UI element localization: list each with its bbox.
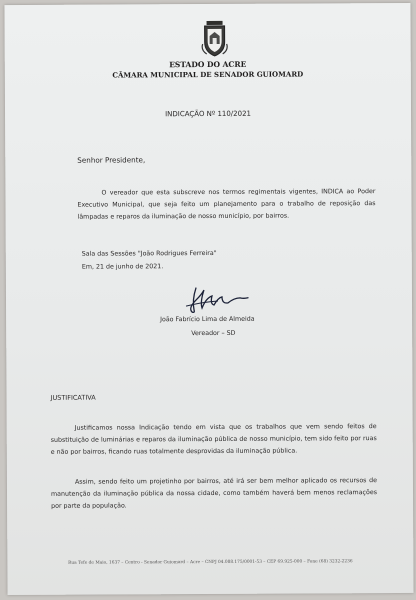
state-title: ESTADO DO ACRE (169, 59, 247, 70)
justification-paragraph-2-text: Assim, sendo feito um projetinho por bairros, até irá ser bem melhor aplicado os recursos de manutenção da iluminação pública da nossa cidade, como também haverá bem menos reclamações por parte da população. (51, 477, 378, 511)
coat-of-arms-seal (201, 20, 229, 58)
chamber-title: CÂMARA MUNICIPAL DE SENADOR GUIOMARD (112, 69, 304, 80)
justification-paragraph-1-text: Justificamos nossa Indicação tendo em vista que os trabalhos que vem sendo feitos de substituição de luminárias e reparos da iluminação pública de nosso município, tem sido feito por ruas e não por bairros, ficando ruas totalmente desprovidas da iluminação pública. (50, 423, 377, 457)
signatory-name: João Fabrício Lima de Almeida (160, 315, 255, 324)
signatory-role: Vereador – SD (191, 329, 236, 338)
footer-address: Rua Tefe de Maio, 1637 – Centro - Senador Guiomard – Acre – CNPJ 04.088.175/0001-53 – CEP 69.925-000 – Fone (68) 3232-2236 (68, 559, 353, 566)
indication-number: INDICAÇÃO Nº 110/2021 (165, 109, 251, 119)
salutation: Senhor Presidente, (77, 155, 146, 165)
indication-paragraph-text: O vereador que esta subscreve nos termos regimentais vigentes, INDICA ao Poder Executivo Municipal, que seja feito um planejamento para o trabalho de reposição das lâmpadas e reparos da iluminação de nosso município, por bairros. (77, 188, 376, 222)
document-page (4, 3, 413, 595)
indication-paragraph (77, 186, 375, 224)
document-date: Em, 21 de junho de 2021. (81, 263, 164, 271)
justification-paragraph-1 (51, 421, 377, 459)
justification-paragraph-2 (51, 475, 377, 513)
justification-heading: JUSTIFICATIVA (50, 393, 96, 402)
session-room: Sala das Sessões "João Rodrigues Ferreira" (81, 249, 217, 258)
handwritten-signature (182, 286, 260, 314)
